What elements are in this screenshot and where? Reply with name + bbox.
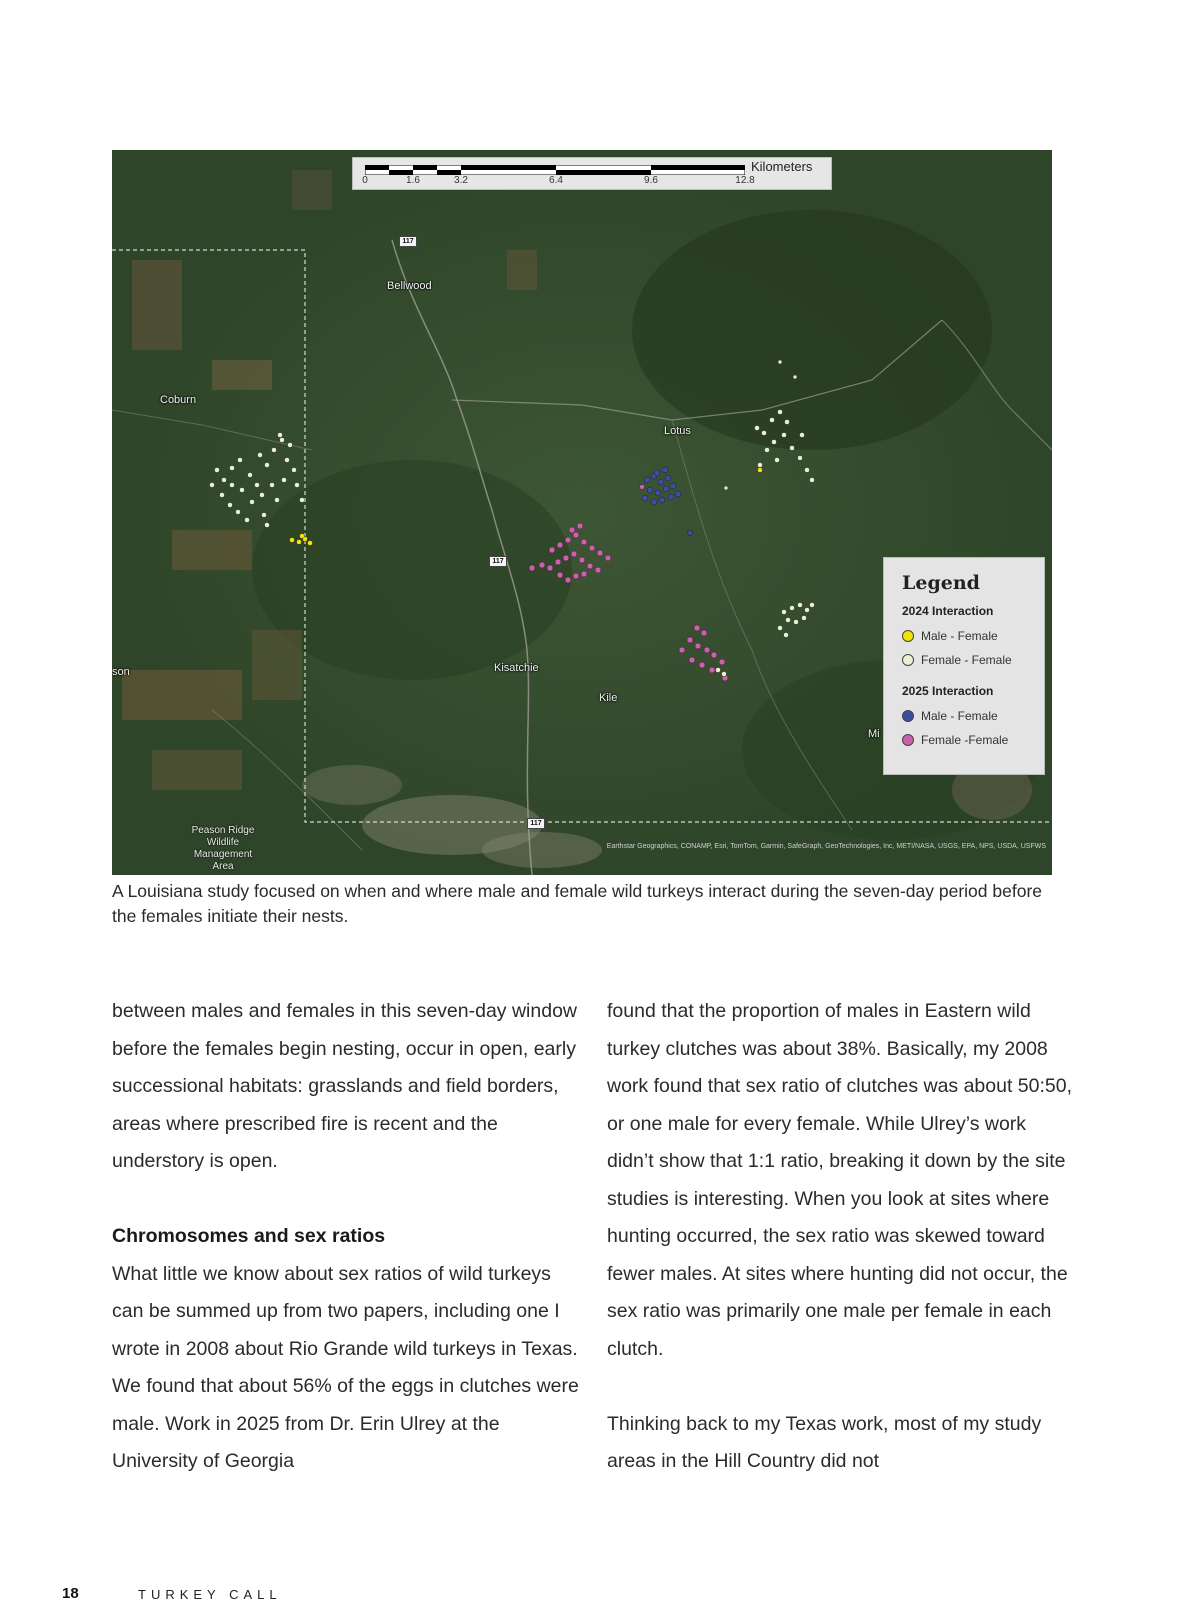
- article-column-left: [112, 993, 582, 1481]
- legend-item-label: Male - Female: [921, 629, 998, 643]
- study-area-map: [112, 150, 1052, 875]
- place-label-mi: Mi: [868, 728, 880, 740]
- scale-tick: 9.6: [644, 175, 658, 186]
- place-label-coburn: Coburn: [160, 394, 197, 406]
- body-paragraph: between males and females in this seven-day window before the females begin nesting, occur in open, early successional habitats: grasslands and field borders, areas where prescribed fire is recent and the understory is open.: [112, 1000, 578, 1172]
- publication-name: TURKEY CALL: [138, 1587, 282, 1602]
- place-label-kisatchie: Kisatchie: [494, 662, 539, 674]
- page-number: 18: [62, 1585, 79, 1602]
- wma-label: Peason Ridge Wildlife Management Area: [191, 825, 255, 872]
- route-shield: 117: [489, 556, 507, 567]
- scale-tick: 3.2: [454, 175, 468, 186]
- scale-tick: 0: [362, 175, 368, 186]
- place-label-son: son: [112, 666, 130, 678]
- legend-swatch: [902, 630, 914, 642]
- article-column-right: [607, 993, 1077, 1481]
- legend-group-label: 2024 Interaction: [902, 604, 994, 618]
- body-paragraph: found that the proportion of males in Eastern wild turkey clutches was about 38%. Basically, my 2008 work found that sex ratio of clutches was about 50:50, or one male for every female. While Ulrey’s work didn’t show that 1:1 ratio, breaking it down by the site studies is interesting. When you look at sites where hunting occurred, the sex ratio was skewed toward fewer males. At sites where hunting did not occur, the sex ratio was primarily one male per female in each clutch.: [607, 1000, 1073, 1360]
- scale-bar: [352, 157, 832, 190]
- legend-group-label: 2025 Interaction: [902, 684, 994, 698]
- legend-swatch: [902, 710, 914, 722]
- scale-tick: 6.4: [549, 175, 563, 186]
- place-label-lotus: Lotus: [664, 425, 691, 437]
- legend-item: [902, 728, 1026, 752]
- legend-item: [902, 648, 1026, 672]
- legend-title: Legend: [902, 572, 980, 594]
- legend-item: [902, 704, 1026, 728]
- place-label-kile: Kile: [599, 692, 618, 704]
- legend-item-label: Female -Female: [921, 733, 1009, 747]
- scale-tick: 12.8: [735, 175, 755, 186]
- body-paragraph: Thinking back to my Texas work, most of my study areas in the Hill Country did not: [607, 1412, 1042, 1472]
- legend-item-label: Female - Female: [921, 653, 1012, 667]
- scale-unit: Kilometers: [751, 159, 813, 174]
- scale-tick: 1.6: [406, 175, 420, 186]
- map-attribution: Earthstar Geographics, CONAMP, Esri, TomTom, Garmin, SafeGraph, GeoTechnologies, Inc, METI/NASA, USGS, EPA, NPS, USDA, USFWS: [606, 843, 1046, 850]
- figure-caption: A Louisiana study focused on when and where male and female wild turkeys interact during the seven-day period before the females initiate their nests.: [112, 881, 1043, 926]
- scale-bar-segments: [365, 165, 745, 175]
- legend-item-label: Male - Female: [921, 709, 998, 723]
- legend-swatch: [902, 734, 914, 746]
- map-legend: [883, 557, 1045, 775]
- route-shield: 117: [399, 236, 417, 247]
- place-label-bellwood: Bellwood: [387, 280, 432, 292]
- legend-swatch: [902, 654, 914, 666]
- legend-item: [902, 624, 1026, 648]
- section-heading: Chromosomes and sex ratios: [112, 1225, 386, 1247]
- body-paragraph: What little we know about sex ratios of wild turkeys can be summed up from two papers, including one I wrote in 2008 about Rio Grande wild turkeys in Texas. We found that about 56% of the eggs in clutches were male. Work in 2025 from Dr. Erin Ulrey at the University of Georgia: [112, 1262, 579, 1472]
- route-shield: 117: [527, 818, 545, 829]
